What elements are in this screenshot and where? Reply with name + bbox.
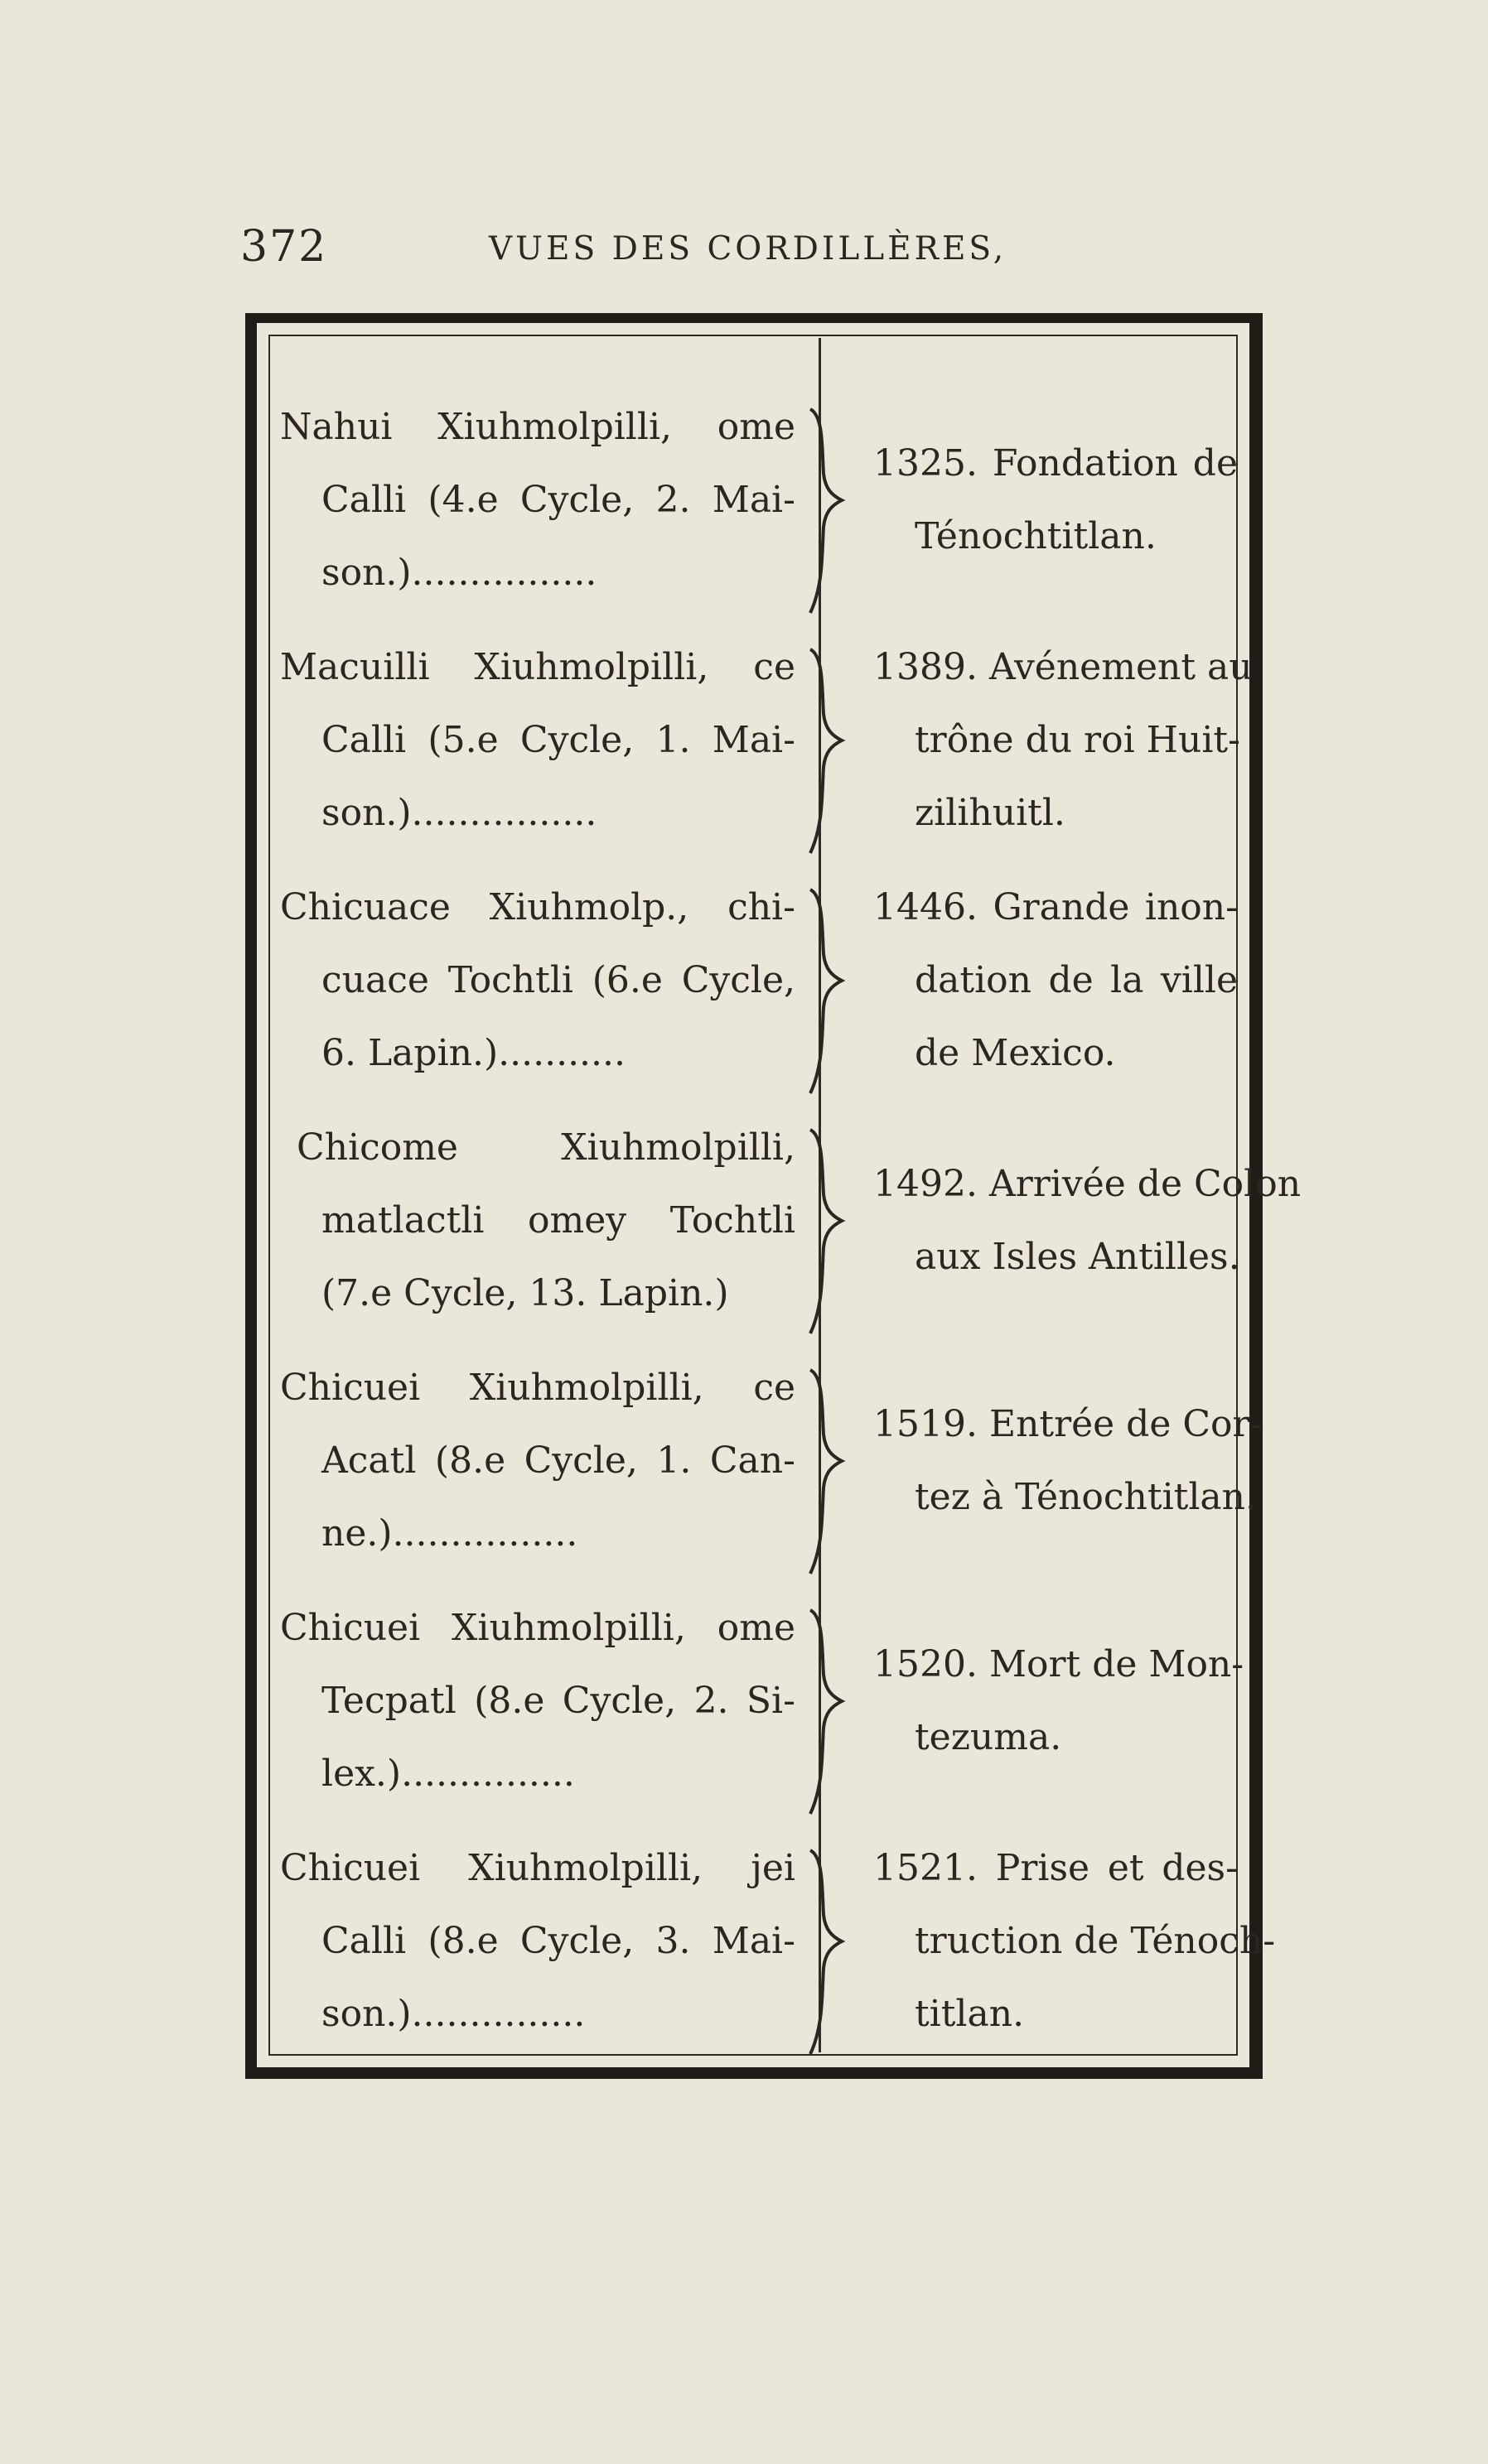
cycle-line: (7.e Cycle, 13. Lapin.) [321,1272,729,1314]
cycle-line: Chicome Xiuhmolpilli, [297,1126,795,1169]
cycle-line: Chicuei Xiuhmolpilli, ce [280,1367,795,1409]
event-line: de Mexico. [915,1032,1116,1074]
cycle-cell [280,1832,795,2051]
event-line: 1446. Grande inon- [873,886,1238,928]
cycle-line: Calli (5.e Cycle, 1. Mai- [321,719,795,761]
brace-icon [799,1111,857,1352]
cycle-line: son.)............... [321,1993,586,2035]
event-line: tez à Ténochtitlan. [915,1476,1257,1518]
chronology-table [245,313,1302,2079]
cycle-cell [280,1111,795,1330]
cycle-line: Macuilli Xiuhmolpilli, ce [280,646,795,688]
cycle-line: 6. Lapin.)........... [321,1032,626,1074]
event-line: 1325. Fondation de [873,442,1238,485]
event-line: zilihuitl. [915,792,1065,834]
table-row [280,1111,1302,1352]
page-header [240,222,1036,288]
cycle-line: son.)................ [321,792,597,834]
page-number: 372 [240,222,328,272]
event-line: dation de la ville [915,959,1238,1001]
event-line: trône du roi Huit- [915,719,1240,761]
event-line: 1521. Prise et des- [873,1847,1238,1889]
brace-icon [799,391,857,631]
cycle-line: son.)................ [321,552,597,594]
event-line: truction de Ténoch- [915,1920,1276,1962]
event-line: 1389. Avénement au [873,646,1253,688]
event-line: tezuma. [915,1716,1062,1758]
table-row [280,391,1241,631]
cycle-line: cuace Tochtli (6.e Cycle, [321,959,795,1001]
cycle-cell [280,391,795,610]
event-cell [873,631,1253,850]
event-cell [873,1832,1276,2051]
table-row [280,1352,1263,1592]
cycle-line: Calli (8.e Cycle, 3. Mai- [321,1920,795,1962]
cycle-line: matlactli omey Tochtli [321,1199,795,1242]
cycle-line: Acatl (8.e Cycle, 1. Can- [321,1439,795,1482]
cycle-line: Calli (4.e Cycle, 2. Mai- [321,479,795,521]
event-line: titlan. [915,1993,1025,2035]
event-line: aux Isles Antilles. [915,1236,1240,1278]
table-row [280,1592,1244,1832]
brace-icon [799,631,857,871]
event-cell [873,391,1238,573]
cycle-cell [280,1592,795,1811]
table-row [280,1832,1276,2072]
event-cell [873,1111,1302,1294]
cycle-line: Chicuei Xiuhmolpilli, jei [280,1847,795,1889]
cycle-line: lex.)............... [321,1753,575,1795]
brace-icon [799,871,857,1111]
brace-icon [799,1832,857,2072]
table-row [280,871,1241,1111]
event-cell [873,871,1238,1090]
brace-icon [799,1592,857,1832]
event-line: 1520. Mort de Mon- [873,1643,1244,1685]
running-title: VUES DES CORDILLÈRES, [489,230,1007,268]
event-line: 1519. Entrée de Cor- [873,1403,1263,1445]
cycle-line: Nahui Xiuhmolpilli, ome [280,406,795,448]
cycle-line: Chicuei Xiuhmolpilli, ome [280,1607,795,1649]
event-line: Ténochtitlan. [915,515,1157,557]
cycle-cell [280,1352,795,1570]
cycle-line: Chicuace Xiuhmolp., chi- [280,886,795,928]
cycle-cell [280,871,795,1090]
cycle-line: ne.)................ [321,1512,578,1555]
brace-icon [799,1352,857,1592]
event-line: 1492. Arrivée de Colon [873,1163,1302,1205]
cycle-cell [280,631,795,850]
event-cell [873,1352,1263,1534]
cycle-line: Tecpatl (8.e Cycle, 2. Si- [321,1680,795,1722]
event-cell [873,1592,1244,1774]
table-row [280,631,1253,871]
